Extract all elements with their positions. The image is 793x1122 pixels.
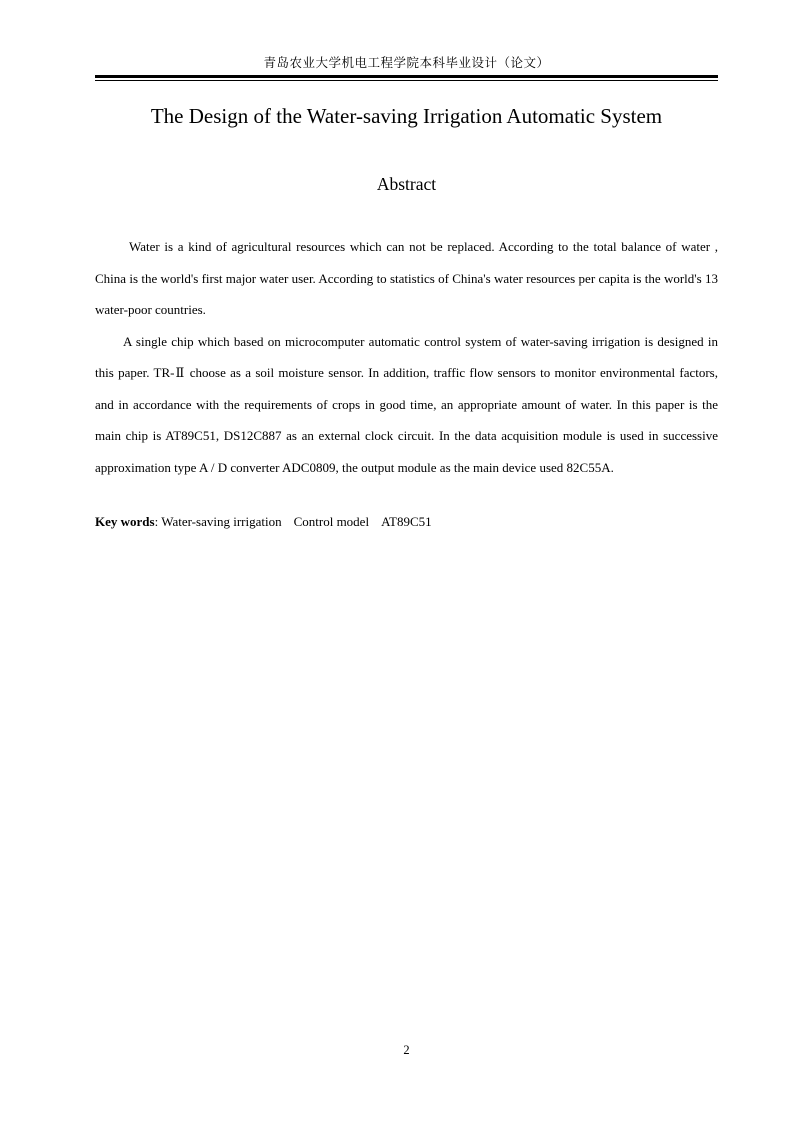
abstract-paragraph: Water is a kind of agricultural resources which can not be replaced. According to the total balance of water , China is the world's first major water user. According to statistics of China's water resources per capita is the world's 13 water-poor countries. — [95, 239, 718, 317]
keyword-item: AT89C51 — [381, 514, 432, 529]
running-header: 青岛农业大学机电工程学院本科毕业设计（论文） — [263, 56, 550, 70]
page-number: 2 — [403, 1043, 410, 1057]
keyword-item: Water-saving irrigation — [161, 514, 282, 529]
abstract-paragraph: A single chip which based on microcomputer automatic control system of water-saving irrigation is designed in this paper. TR-Ⅱ choose as a soil moisture sensor. In addition, traffic flow sensors to monitor environmental factors, and in accordance with the requirements of crops in good time, an appropriate amount of water. In this paper is the main chip is AT89C51, DS12C887 as an external clock circuit. In the data acquisition module is used in successive approximation type A / D converter ADC0809, the output module as the main device used 82C55A. — [95, 333, 718, 475]
header-rule-thin — [95, 80, 718, 81]
keyword-item: Control model — [293, 514, 370, 529]
keywords-separator: : — [154, 514, 162, 529]
abstract-body — [95, 231, 718, 483]
paper-title: The Design of the Water-saving Irrigation Automatic System — [150, 104, 663, 128]
header-rule-thick — [95, 75, 718, 78]
abstract-heading: Abstract — [376, 174, 437, 194]
keywords-line — [95, 513, 718, 531]
keywords-label: Key words — [95, 514, 155, 529]
